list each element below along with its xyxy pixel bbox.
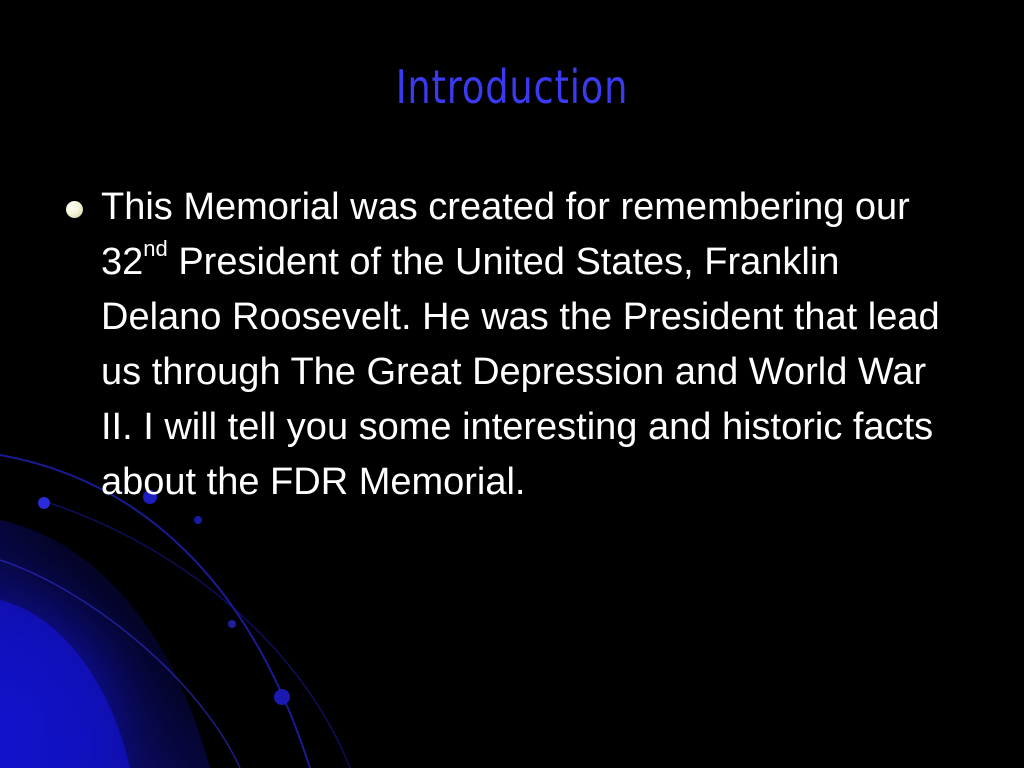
ordinal-superscript: nd <box>143 236 168 262</box>
slide-body <box>60 180 960 510</box>
bullet-text-after: President of the United States, Franklin Delano Roosevelt. He was the President that lead us through The Great Depression and World War II. I will tell you some interesting and historic facts about the FDR Memorial. <box>101 241 940 503</box>
bullet-dot-icon <box>66 201 83 218</box>
slide-title: Introduction <box>395 60 629 114</box>
bullet-item <box>60 180 960 510</box>
bullet-text <box>101 180 960 510</box>
bullet-text-before: This Memorial was created for remembering our 32 <box>101 186 910 283</box>
